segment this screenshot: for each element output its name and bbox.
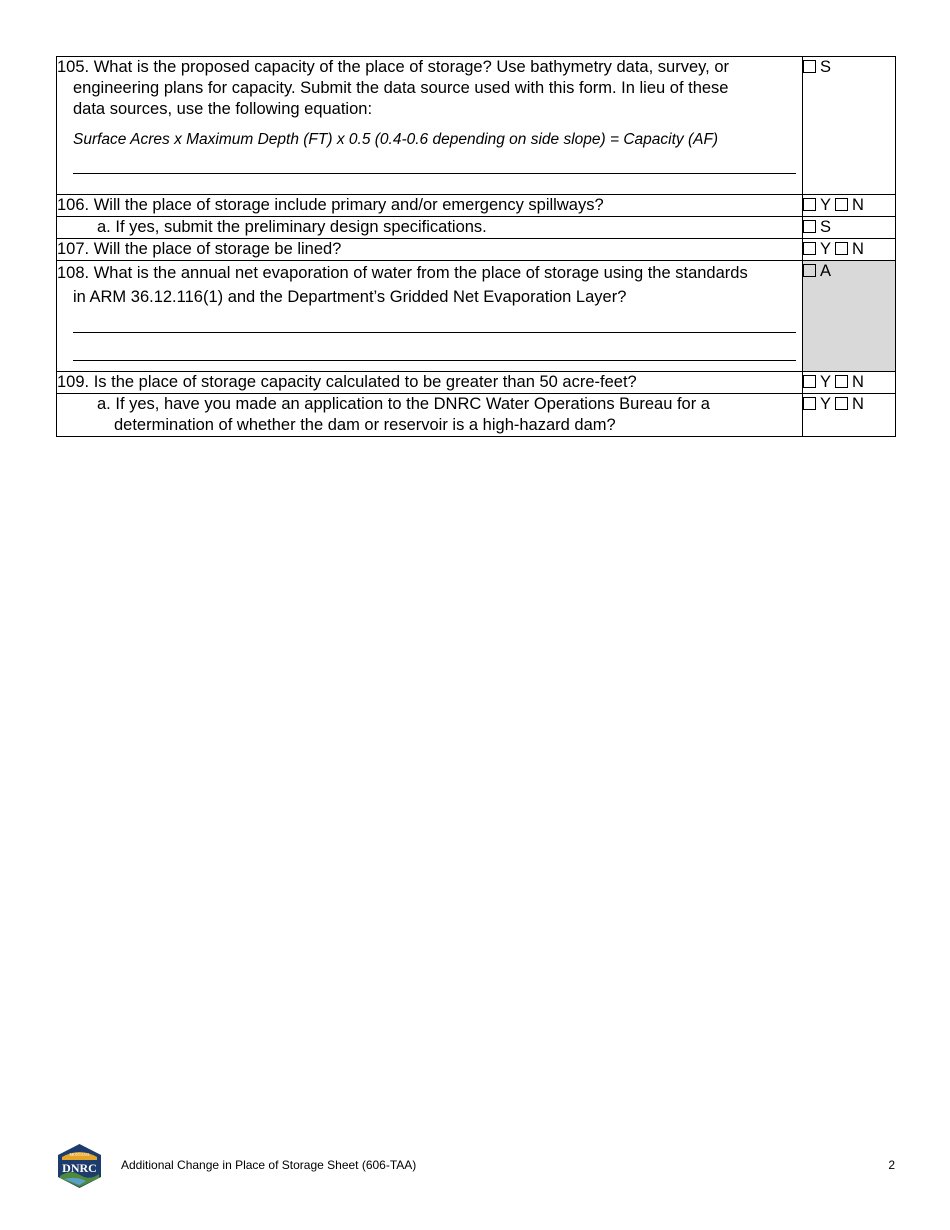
form-title: Additional Change in Place of Storage Sheet (606-TAA) [121, 1158, 417, 1172]
checkbox-label: Y [820, 373, 832, 391]
sub-question-letter: a. [97, 218, 111, 236]
question-cell-106 [57, 195, 803, 217]
checkbox-label: N [852, 373, 864, 391]
checkbox-label: S [820, 58, 832, 76]
question-cell-105 [57, 57, 803, 195]
checkbox-no[interactable] [835, 242, 848, 255]
checkbox-no[interactable] [835, 375, 848, 388]
question-text: Will the place of storage include primary and/or emergency spillways? [93, 196, 604, 214]
answer-cell-109 [803, 372, 896, 394]
question-cell-109 [57, 372, 803, 394]
question-text-line: determination of whether the dam or reservoir is a high-hazard dam? [114, 416, 616, 434]
question-cell-107 [57, 239, 803, 261]
question-row-109 [57, 372, 896, 394]
checkbox-label: N [852, 196, 864, 214]
checkbox-yes[interactable] [803, 242, 816, 255]
question-text: If yes, submit the preliminary design specifications. [115, 218, 487, 236]
page-footer [56, 1143, 895, 1189]
answer-line[interactable] [73, 309, 796, 333]
checkbox-attach[interactable] [803, 264, 816, 277]
question-row-107 [57, 239, 896, 261]
svg-text:MONTANA: MONTANA [69, 1152, 90, 1157]
question-text-line: What is the proposed capacity of the place of storage? Use bathymetry data, survey, or [93, 58, 729, 76]
page-number: 2 [888, 1158, 895, 1172]
question-text-line: data sources, use the following equation: [73, 100, 373, 118]
question-row-105 [57, 57, 896, 195]
answer-cell-106a [803, 217, 896, 239]
question-cell-108 [57, 261, 803, 372]
sub-question-letter: a. [97, 395, 111, 413]
checkbox-no[interactable] [835, 198, 848, 211]
question-text: Will the place of storage be lined? [93, 240, 342, 258]
question-text-line: If yes, have you made an application to the DNRC Water Operations Bureau for a [115, 395, 710, 413]
checkbox-label: N [852, 395, 864, 413]
question-text-line: engineering plans for capacity. Submit the data source used with this form. In lieu of these [73, 79, 729, 97]
checkbox-submit[interactable] [803, 60, 816, 73]
checkbox-submit[interactable] [803, 220, 816, 233]
question-number: 105. [57, 58, 90, 76]
checkbox-yes[interactable] [803, 397, 816, 410]
checkbox-yes[interactable] [803, 375, 816, 388]
checkbox-yes[interactable] [803, 198, 816, 211]
question-text-line: in ARM 36.12.116(1) and the Department’s Gridded Net Evaporation Layer? [73, 288, 627, 306]
checkbox-label: A [820, 262, 832, 280]
answer-cell-109a [803, 394, 896, 437]
answer-cell-107 [803, 239, 896, 261]
question-row-106 [57, 195, 896, 217]
answer-cell-108 [803, 261, 896, 372]
capacity-formula: Surface Acres x Maximum Depth (FT) x 0.5 (0.4-0.6 depending on side slope) = Capacity (AF) [73, 131, 719, 148]
question-row-108 [57, 261, 896, 372]
checkbox-label: S [820, 218, 832, 236]
checkbox-label: Y [820, 240, 832, 258]
storage-questions-table [56, 56, 896, 437]
question-number: 108. [57, 264, 90, 282]
question-number: 106. [57, 196, 90, 214]
question-text: Is the place of storage capacity calculated to be greater than 50 acre-feet? [93, 373, 637, 391]
checkbox-label: Y [820, 395, 832, 413]
question-cell-109a [57, 394, 803, 437]
checkbox-label: N [852, 240, 864, 258]
answer-cell-106 [803, 195, 896, 217]
checkbox-label: Y [820, 196, 832, 214]
answer-cell-105 [803, 57, 896, 195]
question-cell-106a [57, 217, 803, 239]
answer-line[interactable] [73, 337, 796, 361]
dnrc-logo [56, 1143, 103, 1189]
answer-line[interactable] [73, 150, 796, 174]
checkbox-no[interactable] [835, 397, 848, 410]
question-row-109a [57, 394, 896, 437]
question-row-106a [57, 217, 896, 239]
question-number: 107. [57, 240, 90, 258]
question-text-line: What is the annual net evaporation of water from the place of storage using the standards [93, 264, 748, 282]
svg-text:DNRC: DNRC [62, 1161, 97, 1175]
question-number: 109. [57, 373, 90, 391]
